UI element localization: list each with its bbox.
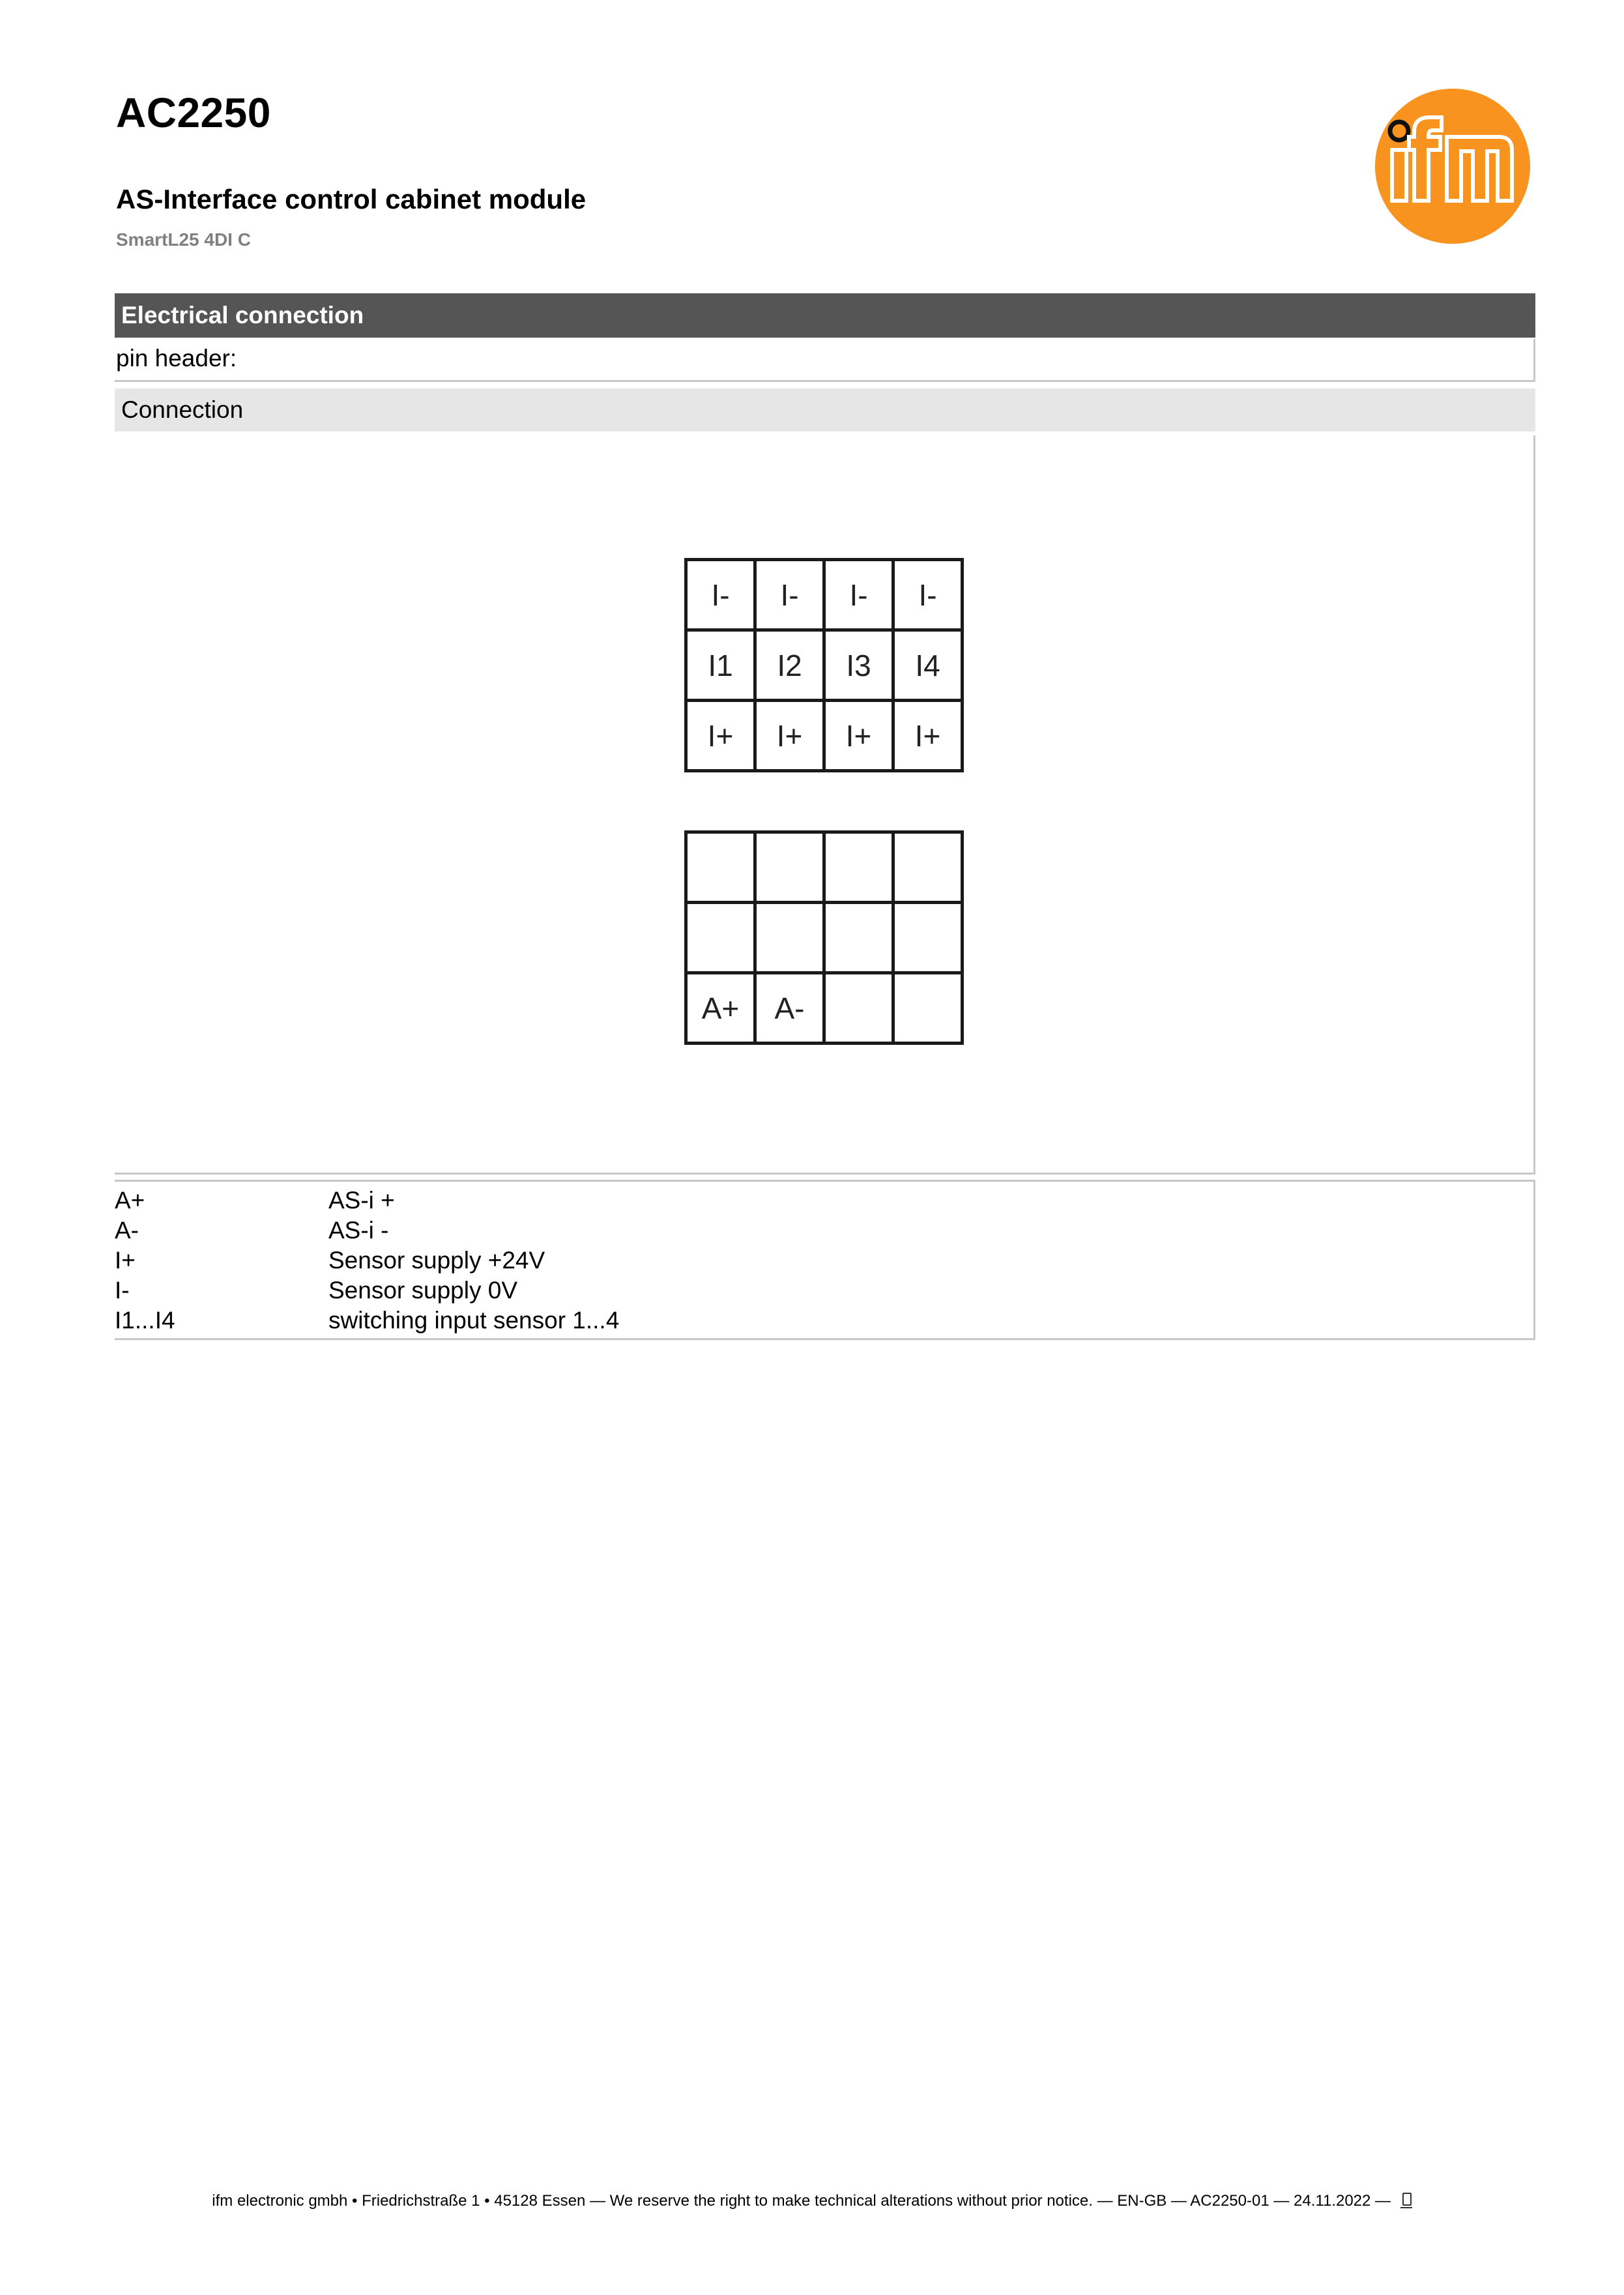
pin-cell: I1	[688, 632, 757, 702]
connection-header: Connection	[115, 388, 1535, 431]
pin-cell: A-	[757, 974, 826, 1045]
legend-key: A+	[115, 1187, 145, 1214]
pin-cell	[688, 904, 757, 974]
legend-key: I+	[115, 1247, 136, 1274]
pin-cell	[895, 904, 964, 974]
legend-row	[115, 1186, 1533, 1216]
legend-key: I1...I4	[115, 1307, 175, 1334]
legend-value: Sensor supply 0V	[328, 1277, 518, 1304]
legend-value: AS-i -	[328, 1217, 389, 1244]
product-variant: SmartL25 4DI C	[116, 229, 251, 250]
legend-row	[115, 1306, 1533, 1336]
legend-value: AS-i +	[328, 1187, 395, 1214]
page-footer	[0, 2191, 1624, 2210]
product-code: AC2250	[116, 89, 271, 136]
pin-cell: I-	[688, 561, 757, 632]
pin-header-label: pin header:	[115, 339, 1535, 382]
pin-cell	[895, 834, 964, 904]
pin-cell: I-	[826, 561, 895, 632]
document-icon	[1400, 2191, 1412, 2208]
pin-cell	[688, 834, 757, 904]
legend-row	[115, 1246, 1533, 1276]
pin-cell: I+	[895, 702, 964, 772]
section-header: Electrical connection	[115, 293, 1535, 338]
legend-key: I-	[115, 1277, 130, 1304]
legend-row	[115, 1216, 1533, 1246]
pin-cell: I+	[757, 702, 826, 772]
pin-cell	[826, 974, 895, 1045]
pin-cell: I+	[688, 702, 757, 772]
ifm-logo	[1374, 87, 1531, 245]
legend-value: switching input sensor 1...4	[328, 1307, 620, 1334]
pin-cell	[895, 974, 964, 1045]
connection-diagram	[115, 435, 1535, 1175]
pin-cell: I-	[757, 561, 826, 632]
pin-grid-top	[684, 558, 964, 772]
product-name: AS-Interface control cabinet module	[116, 184, 587, 214]
pin-cell: I+	[826, 702, 895, 772]
pin-cell: A+	[688, 974, 757, 1045]
legend-value: Sensor supply +24V	[328, 1247, 545, 1274]
pin-cell	[757, 834, 826, 904]
pin-cell	[826, 834, 895, 904]
pin-cell: I3	[826, 632, 895, 702]
legend-row	[115, 1276, 1533, 1306]
pin-grid-bottom	[684, 830, 964, 1045]
pin-cell	[757, 904, 826, 974]
pin-cell: I2	[757, 632, 826, 702]
pin-cell: I-	[895, 561, 964, 632]
pin-cell: I4	[895, 632, 964, 702]
legend-key: A-	[115, 1217, 139, 1244]
pin-cell	[826, 904, 895, 974]
pin-legend	[115, 1180, 1535, 1340]
footer-text: ifm electronic gmbh • Friedrichstraße 1 • 45128 Essen — We reserve the right to make technical alterations without prior notice. — EN-GB — AC2250-01 — 24.11.2022 —	[212, 2192, 1391, 2210]
